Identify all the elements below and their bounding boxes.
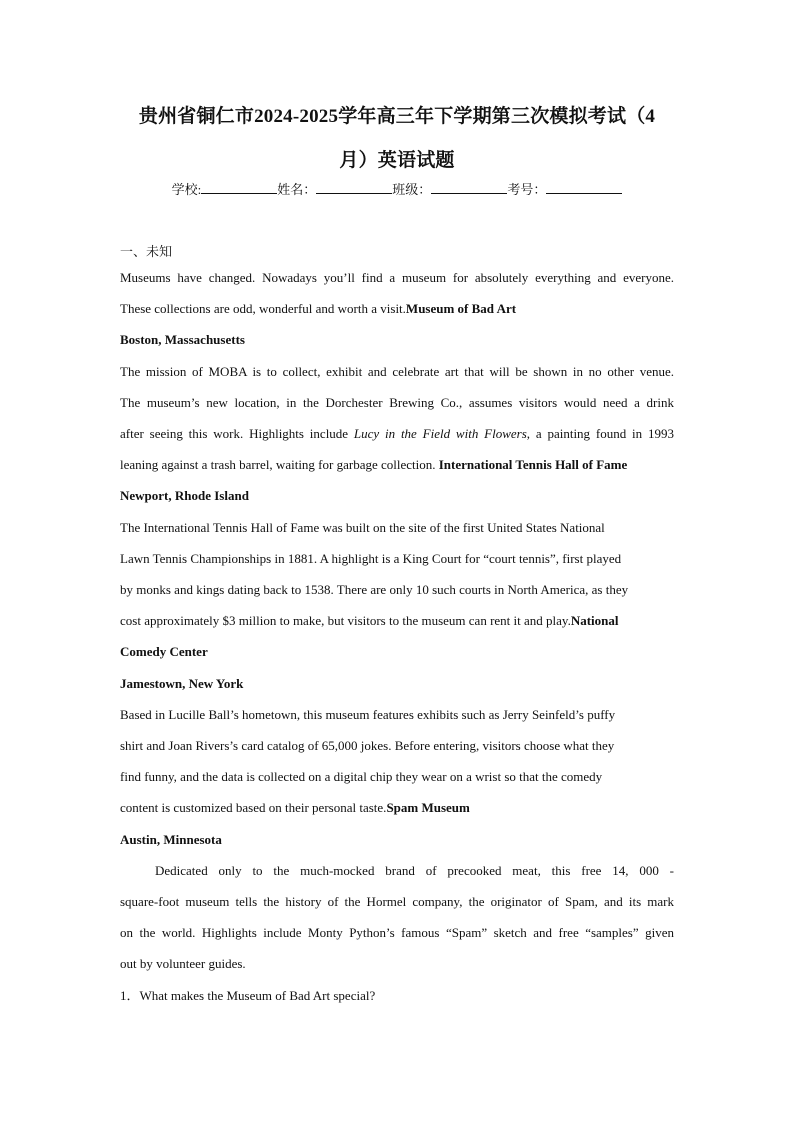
school-blank[interactable]	[201, 181, 277, 194]
location-heading: Boston, Massachusetts	[120, 332, 245, 347]
exam-title-line-1: 贵州省铜仁市2024-2025学年高三年下学期第三次模拟考试（4	[138, 106, 656, 127]
location-heading: Austin, Minnesota	[120, 832, 222, 847]
section-heading: 一、未知	[120, 244, 173, 259]
passage-line	[120, 424, 674, 444]
passage-line: Lawn Tennis Championships in 1881. A highlight is a King Court for “court tennis”, first played	[120, 551, 622, 566]
school-label: 学校:	[171, 182, 202, 197]
student-info-row	[0, 180, 794, 200]
passage-text: These collections are odd, wonderful and worth a visit.	[120, 301, 406, 316]
passage-line: The International Tennis Hall of Fame was built on the site of the first United States National	[120, 520, 605, 535]
exam-title-line-2: 月）英语试题	[339, 150, 455, 171]
museum-heading: Spam Museum	[386, 800, 470, 815]
museum-heading-cont: Comedy Center	[120, 644, 208, 659]
passage-text: content is customized based on their personal taste.	[120, 800, 387, 815]
passage-line: out by volunteer guides.	[120, 956, 246, 971]
name-blank[interactable]	[316, 181, 392, 194]
number-label: 考号：	[507, 182, 547, 197]
museum-heading: International Tennis Hall of Fame	[438, 457, 628, 472]
passage-line	[120, 299, 516, 319]
passage-text: cost approximately $3 million to make, but visitors to the museum can rent it and play.	[120, 613, 571, 628]
painting-title: Lucy in the Field with Flowers	[353, 426, 527, 441]
passage-line: by monks and kings dating back to 1538. There are only 10 such courts in North America, as they	[120, 582, 629, 597]
passage-line: on the world. Highlights include Monty Python’s famous “Spam” sketch and free “samples” given	[120, 925, 674, 940]
passage-text: after seeing this work. Highlights include	[120, 426, 354, 441]
name-label: 姓名：	[277, 182, 317, 197]
passage-line	[120, 798, 470, 818]
passage-line	[120, 455, 627, 475]
passage-line: The mission of MOBA is to collect, exhibit and celebrate art that will be shown in no other venue.	[120, 364, 674, 379]
passage-line: Museums have changed. Nowadays you’ll find a museum for absolutely everything and everyone.	[120, 270, 674, 285]
passage-line: find funny, and the data is collected on a digital chip they wear on a wrist so that the comedy	[120, 769, 603, 784]
passage-line: Based in Lucille Ball’s hometown, this museum features exhibits such as Jerry Seinfeld’s puffy	[120, 707, 616, 722]
passage-line: shirt and Joan Rivers’s card catalog of 65,000 jokes. Before entering, visitors choose what they	[120, 738, 615, 753]
location-heading: Newport, Rhode Island	[120, 488, 249, 503]
passage-line: The museum’s new location, in the Dorchester Brewing Co., assumes visitors would need a drink	[120, 395, 674, 410]
passage-text: , a painting found in 1993	[526, 426, 674, 441]
passage-text: leaning against a trash barrel, waiting for garbage collection.	[120, 457, 436, 472]
museum-heading: Museum of Bad Art	[405, 301, 517, 316]
museum-heading: National	[570, 613, 619, 628]
class-label: 班级：	[392, 182, 432, 197]
passage-line: Dedicated only to the much-mocked brand of precooked meat, this free 14, 000 -	[155, 863, 674, 878]
class-blank[interactable]	[431, 181, 507, 194]
location-heading: Jamestown, New York	[120, 676, 244, 691]
passage-line: square-foot museum tells the history of the Hormel company, the originator of Spam, and its mark	[120, 894, 674, 909]
number-blank[interactable]	[546, 181, 622, 194]
passage-line	[120, 611, 619, 631]
question-1: 1．What makes the Museum of Bad Art special?	[120, 988, 376, 1003]
